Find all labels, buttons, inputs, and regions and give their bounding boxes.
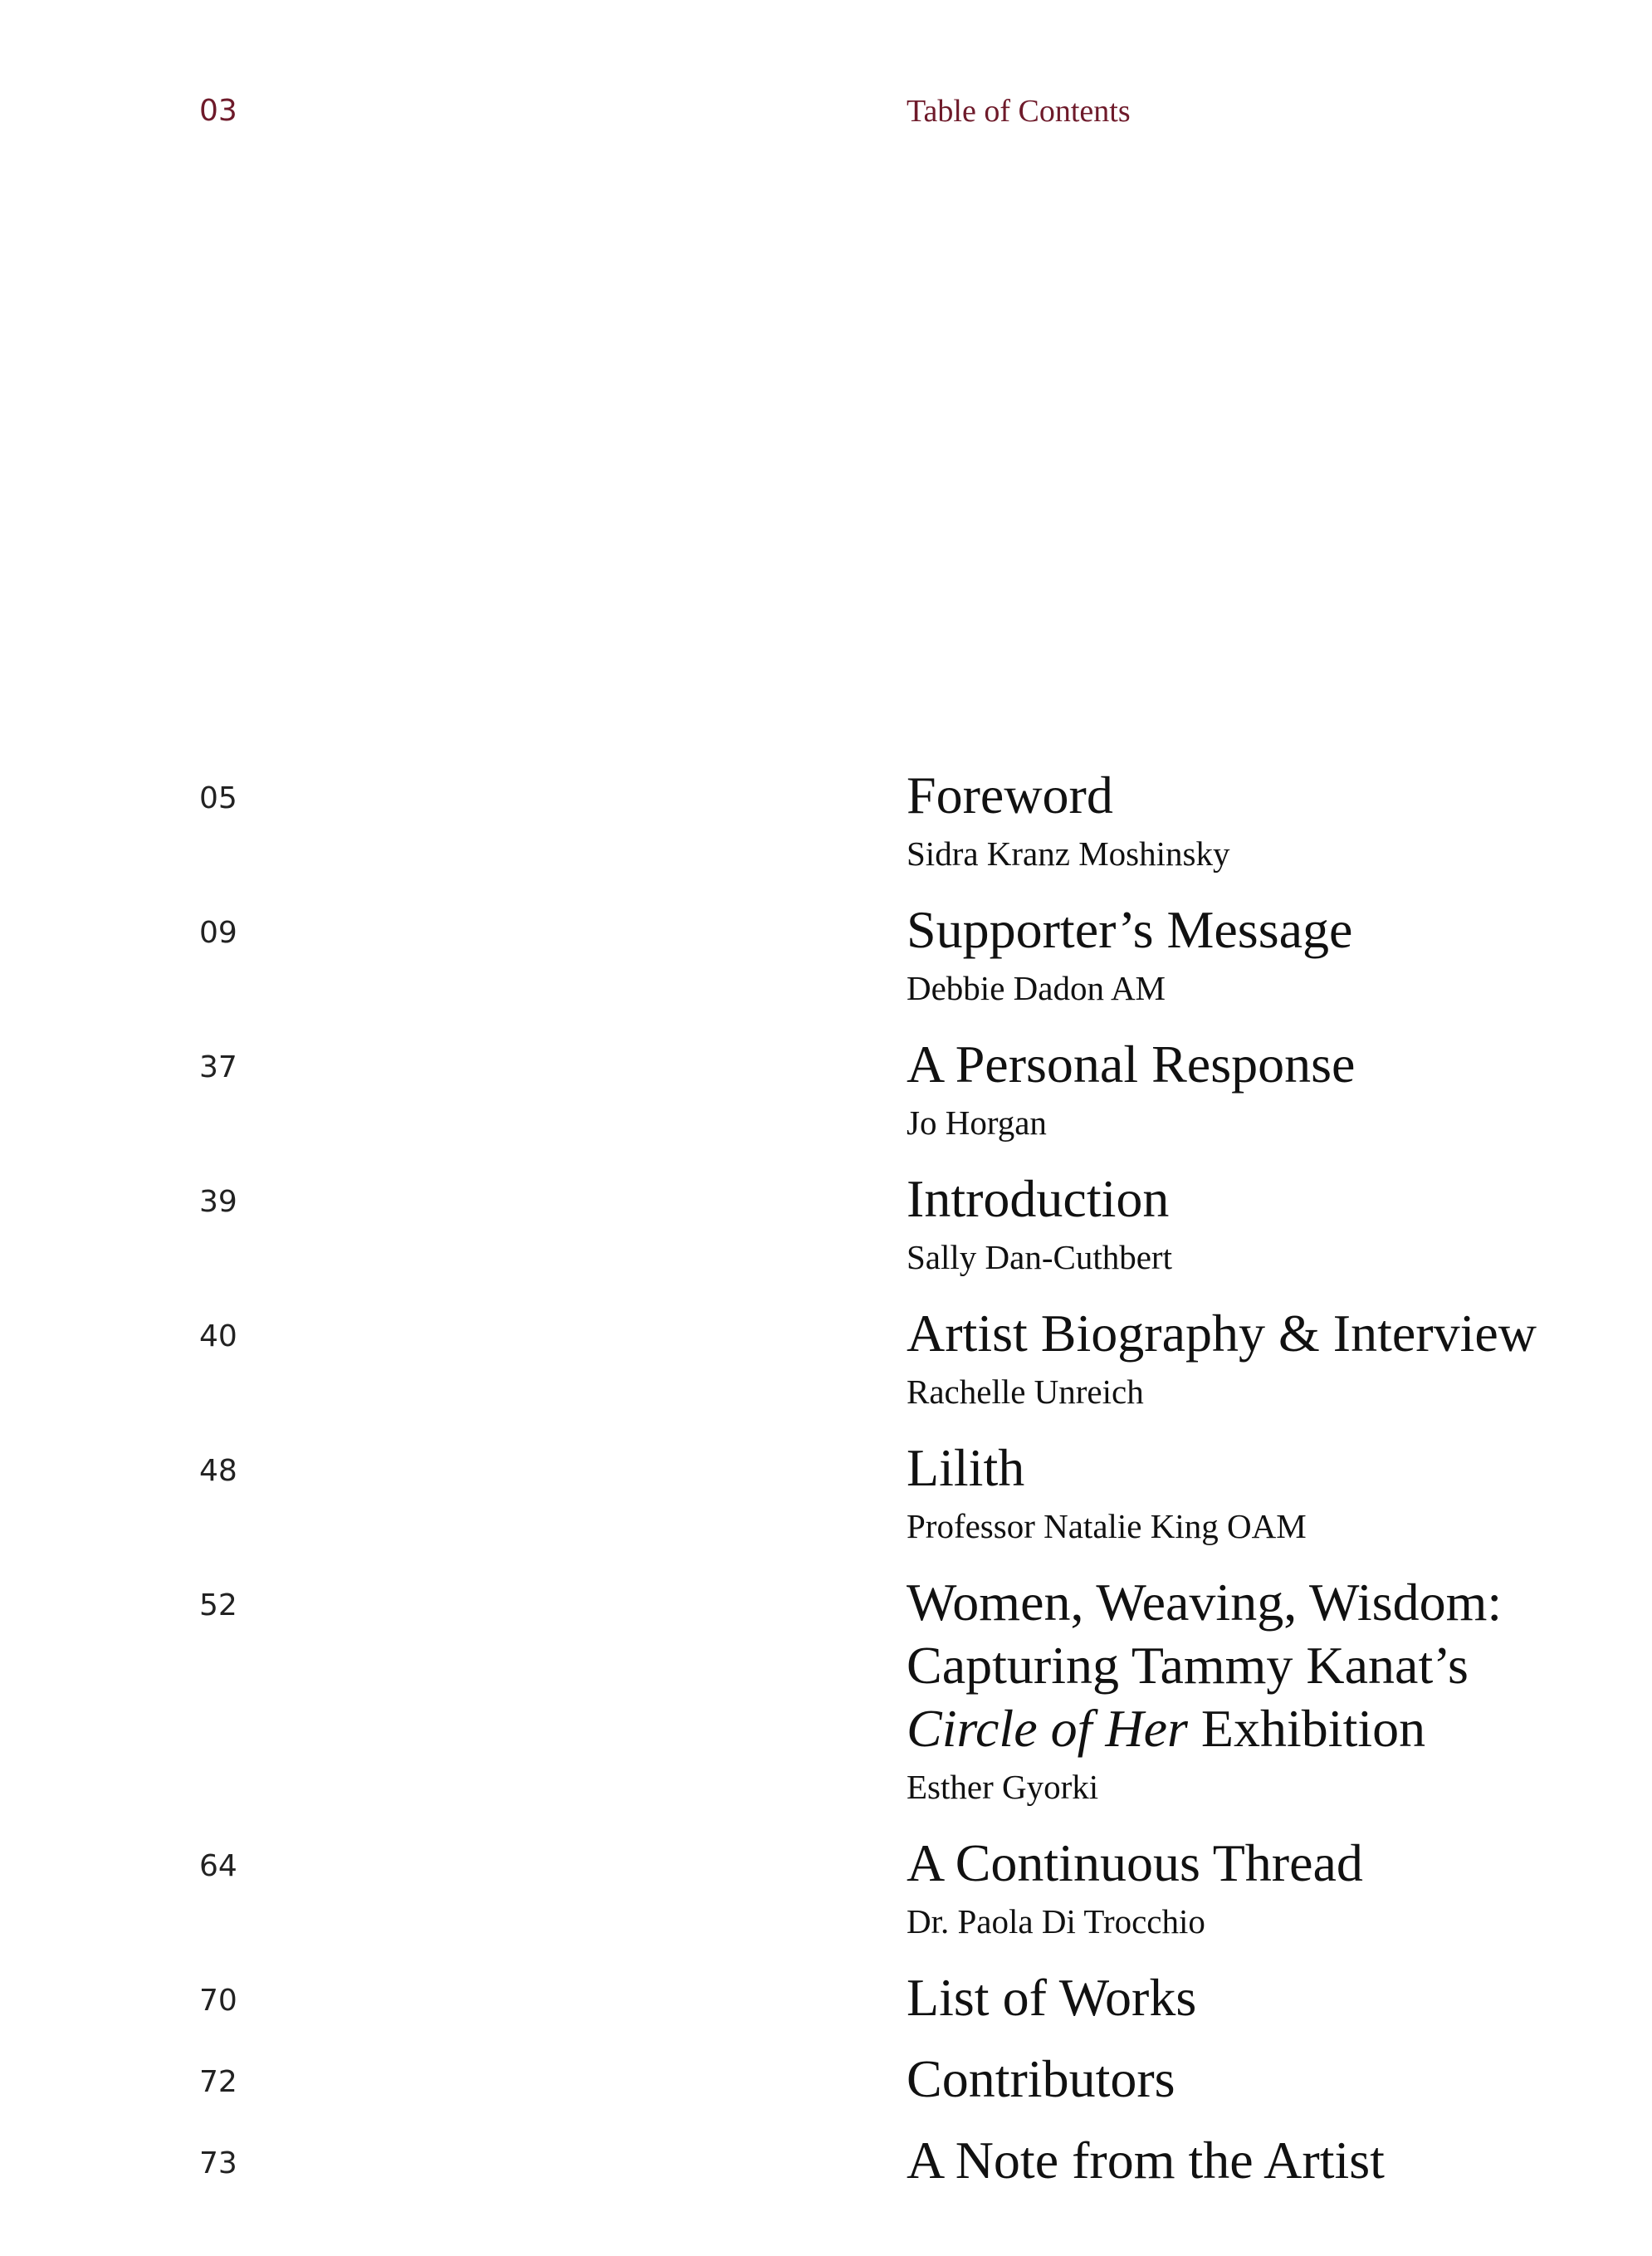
toc-entry-title-line (907, 1697, 1620, 1760)
toc-entry-title: List of Works (907, 1968, 1197, 2027)
toc-entry-foreword[interactable] (0, 764, 1652, 877)
toc-entry-artist-biography[interactable] (0, 1302, 1652, 1415)
toc-entry-title: A Personal Response (907, 1035, 1356, 1094)
toc-entry-introduction[interactable] (0, 1167, 1652, 1280)
toc-entry-page: 05 (199, 781, 237, 815)
toc-entry-author: Dr. Paola Di Trocchio (907, 1902, 1205, 1940)
toc-entry-page: 64 (199, 1849, 237, 1883)
toc-entry-page: 73 (199, 2146, 237, 2180)
toc-entry-title: Introduction (907, 1169, 1170, 1228)
toc-entry-page: 72 (199, 2065, 237, 2099)
toc-entry-title: Supporter’s Message (907, 900, 1353, 959)
toc-entry-title: A Note from the Artist (907, 2131, 1385, 2190)
toc-entry-title-line: Capturing Tammy Kanat’s (907, 1636, 1469, 1695)
toc-entry-personal-response[interactable] (0, 1033, 1652, 1146)
toc-entry-title-line: Women, Weaving, Wisdom: (907, 1573, 1503, 1632)
toc-entry-author: Jo Horgan (907, 1104, 1047, 1142)
toc-entry-title: Foreword (907, 766, 1113, 825)
toc-entry-page: 48 (199, 1454, 237, 1488)
toc-entry-title: Artist Biography & Interview (907, 1304, 1537, 1363)
toc-entry-author: Sally Dan-Cuthbert (907, 1238, 1172, 1276)
toc-entry-women-weaving-wisdom[interactable] (0, 1571, 1652, 1810)
toc-entry-list-of-works[interactable] (0, 1966, 1652, 2029)
toc-entry-page: 09 (199, 916, 237, 950)
toc-entry-page: 40 (199, 1319, 237, 1353)
toc-entry-author: Professor Natalie King OAM (907, 1507, 1307, 1545)
page-header (0, 86, 1652, 136)
toc-entry-note-from-artist[interactable] (0, 2129, 1652, 2192)
toc-entry-author: Rachelle Unreich (907, 1373, 1144, 1411)
toc-entry-page: 37 (199, 1050, 237, 1084)
toc-entry-title (907, 1571, 1620, 1760)
toc-entry-title: A Continuous Thread (907, 1833, 1363, 1892)
toc-entry-title-suffix: Exhibition (1187, 1699, 1426, 1758)
toc-entry-author: Debbie Dadon AM (907, 969, 1166, 1007)
toc-entry-title: Lilith (907, 1438, 1025, 1497)
page-number: 03 (199, 94, 237, 128)
toc-entry-author: Sidra Kranz Moshinsky (907, 834, 1230, 873)
table-of-contents (0, 764, 1652, 2210)
toc-entry-page: 70 (199, 1984, 237, 2018)
toc-entry-author: Esther Gyorki (907, 1768, 1099, 1806)
toc-entry-supporters-message[interactable] (0, 898, 1652, 1011)
toc-entry-title: Contributors (907, 2049, 1175, 2108)
section-title: Table of Contents (907, 94, 1131, 129)
toc-entry-continuous-thread[interactable] (0, 1832, 1652, 1945)
toc-entry-page: 39 (199, 1185, 237, 1219)
toc-entry-page: 52 (199, 1588, 237, 1622)
toc-entry-contributors[interactable] (0, 2048, 1652, 2111)
exhibition-name: Circle of Her (907, 1699, 1188, 1758)
toc-entry-lilith[interactable] (0, 1436, 1652, 1549)
